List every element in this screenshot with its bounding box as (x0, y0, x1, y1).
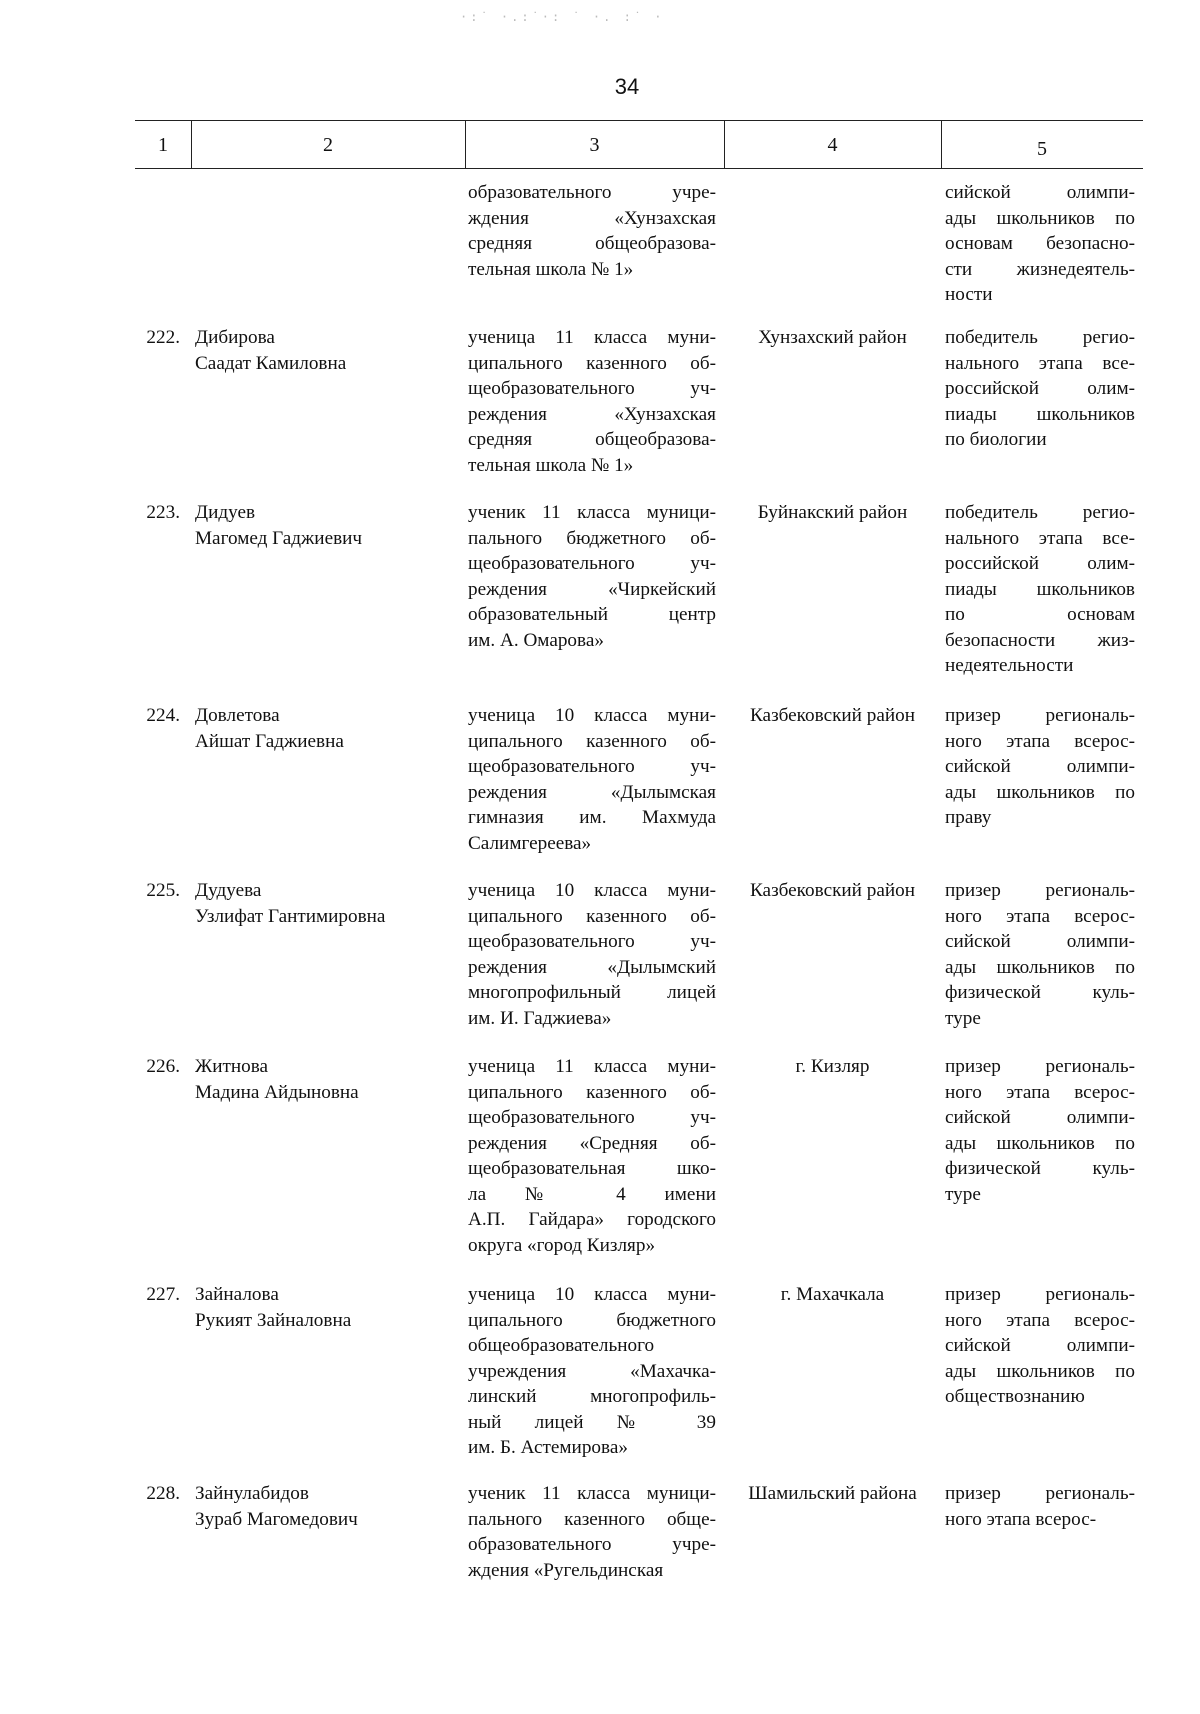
institution-line: учреждения «Махачка- (468, 1360, 716, 1382)
institution-line: средняя общеобразова- (468, 429, 716, 450)
award-line: ного этапа всерос- (945, 1508, 1097, 1530)
institution-line: ученица 11 класса муни- (468, 1056, 716, 1077)
award-line: туре (945, 1007, 981, 1029)
award-line: сти жизнедеятель- (945, 258, 1135, 280)
district: г. Кизляр (795, 1056, 870, 1077)
district: Казбековский район (750, 880, 915, 901)
award-description (945, 1054, 1135, 1207)
institution-description (468, 500, 716, 653)
institution-description (468, 1282, 716, 1461)
row-number: 228. (146, 1483, 180, 1504)
column-header-5: 5 (1037, 138, 1047, 160)
district: г. Махачкала (780, 1284, 885, 1305)
institution-line: ципального казенного об- (468, 1081, 716, 1103)
institution-line: ципального бюджетного (468, 1309, 716, 1331)
award-line: сийской олимпи- (945, 1335, 1135, 1356)
award-line: туре (945, 1183, 981, 1205)
district: Буйнакский район (757, 502, 908, 523)
institution-line: ный лицей № 39 (468, 1411, 716, 1433)
person-name-line: Зайнулабидов (195, 1483, 309, 1504)
award-line: пиады школьников (945, 578, 1135, 600)
district: Хунзахский район (758, 327, 907, 348)
page-number: 34 (614, 74, 640, 99)
award-line: ады школьников по (945, 1132, 1135, 1154)
institution-line: округа «город Кизляр» (468, 1234, 656, 1256)
institution-line: образовательный центр (468, 604, 716, 625)
institution-line: ла № 4 имени (468, 1183, 716, 1205)
award-line: призер региональ- (945, 1284, 1135, 1305)
award-line: нального этапа все- (945, 527, 1135, 549)
award-line: физической куль- (945, 1158, 1135, 1179)
award-line: ады школьников по (945, 207, 1135, 229)
institution-line: тельная школа № 1» (468, 258, 634, 280)
person-name-line: Айшат Гаджиевна (195, 730, 344, 752)
award-line: ного этапа всерос- (945, 730, 1135, 752)
award-line: ады школьников по (945, 1360, 1135, 1382)
award-description (945, 878, 1135, 1031)
institution-line: реждения «Дылымская (468, 781, 716, 803)
institution-description (468, 703, 716, 856)
institution-line: щеобразовательного уч- (468, 756, 716, 777)
person-name-line: Зайналова (195, 1284, 279, 1305)
institution-line: общеобразовательного (468, 1335, 655, 1356)
award-line: физической куль- (945, 982, 1135, 1003)
institution-line: ученица 10 класса муни- (468, 1284, 716, 1305)
row-number: 226. (146, 1056, 180, 1077)
award-line: призер региональ- (945, 705, 1135, 726)
institution-line: пального бюджетного об- (468, 527, 716, 549)
person-name-line: Мадина Айдыновна (195, 1081, 359, 1103)
award-description (945, 325, 1135, 453)
institution-line: реждения «Дылымский (468, 956, 716, 978)
institution-line: щеобразовательного уч- (468, 553, 716, 574)
scan-noise: ·:˙ ·.:˙·: ˙ ·. :˙ · (460, 10, 665, 24)
institution-line: ждения «Хунзахская (468, 207, 716, 229)
award-line: сийской олимпи- (945, 1107, 1135, 1128)
award-line: российской олим- (945, 378, 1135, 399)
institution-line: А.П. Гайдара» городского (468, 1209, 716, 1230)
row-number: 222. (146, 327, 180, 348)
district: Казбековский район (750, 705, 915, 726)
award-line: по биологии (945, 429, 1047, 450)
column-header-2: 2 (323, 134, 333, 156)
institution-line: ученица 10 класса муни- (468, 705, 716, 726)
person-name-line: Довлетова (195, 705, 280, 726)
institution-line: щеобразовательная шко- (468, 1158, 716, 1179)
award-line: ного этапа всерос- (945, 1081, 1135, 1103)
institution-line: многопрофильный лицей (468, 982, 716, 1003)
award-description (945, 1282, 1135, 1410)
person-name-line: Житнова (195, 1056, 269, 1077)
column-header-4: 4 (827, 134, 838, 156)
institution-description (468, 1054, 716, 1258)
person-name (195, 500, 455, 551)
award-line: праву (945, 807, 992, 828)
institution-description (468, 1481, 716, 1583)
award-line: сийской олимпи- (945, 182, 1135, 203)
institution-line: им. Б. Астемирова» (468, 1437, 628, 1458)
award-line: пиады школьников (945, 403, 1135, 425)
person-name-line: Дидуев (195, 502, 256, 523)
award-description (945, 703, 1135, 831)
institution-line: ученик 11 класса муници- (468, 1483, 716, 1504)
award-line: победитель регио- (945, 502, 1135, 523)
institution-line: образовательного учре- (468, 1534, 716, 1555)
award-line: недеятельности (945, 655, 1074, 676)
person-name-line: Дудуева (195, 880, 262, 901)
award-line: по основам (945, 604, 1135, 625)
award-description (945, 1481, 1135, 1532)
institution-line: щеобразовательного уч- (468, 1107, 716, 1128)
institution-line: ципального казенного об- (468, 730, 716, 752)
institution-line: ученик 11 класса муници- (468, 502, 716, 523)
person-name (195, 1481, 455, 1532)
table-header (135, 121, 1143, 169)
row-number: 227. (146, 1284, 180, 1305)
institution-line: ученица 10 класса муни- (468, 880, 716, 901)
person-name (195, 325, 455, 376)
award-line: нального этапа все- (945, 352, 1135, 374)
award-line: ады школьников по (945, 956, 1135, 978)
award-line: ности (945, 284, 993, 305)
institution-line: им. А. Омарова» (468, 629, 604, 651)
award-line: сийской олимпи- (945, 756, 1135, 777)
institution-line: Салимгереева» (468, 832, 592, 854)
person-name (195, 1282, 455, 1333)
institution-line: им. И. Гаджиева» (468, 1007, 612, 1029)
person-name (195, 1054, 455, 1105)
award-line: призер региональ- (945, 1483, 1135, 1504)
award-description (945, 500, 1135, 679)
person-name-line: Саадат Камиловна (195, 352, 347, 374)
institution-line: средняя общеобразова- (468, 233, 716, 254)
award-line: призер региональ- (945, 1056, 1135, 1077)
award-line: обществознанию (945, 1386, 1085, 1407)
person-name-line: Рукият Зайналовна (195, 1309, 352, 1331)
person-name-line: Магомед Гаджиевич (195, 527, 363, 549)
institution-line: щеобразовательного уч- (468, 931, 716, 952)
person-name-line: Дибирова (195, 327, 275, 348)
column-header-3: 3 (589, 134, 600, 156)
institution-line: ципального казенного об- (468, 905, 716, 927)
institution-line: гимназия им. Махмуда (468, 807, 716, 828)
institution-description (468, 878, 716, 1031)
person-name (195, 878, 455, 929)
row-number: 223. (146, 502, 180, 523)
district: Шамильский района (748, 1483, 917, 1504)
award-line: основам безопасно- (945, 233, 1135, 254)
institution-line: реждения «Чиркейский (468, 578, 716, 600)
institution-line: линский многопрофиль- (468, 1386, 716, 1407)
institution-line: тельная школа № 1» (468, 454, 634, 476)
institution-line: ципального казенного об- (468, 352, 716, 374)
institution-line: реждения «Средняя об- (468, 1132, 716, 1154)
row-number: 225. (146, 880, 180, 901)
institution-line: реждения «Хунзахская (468, 403, 716, 425)
institution-line: образовательного учре- (468, 182, 716, 203)
award-line: призер региональ- (945, 880, 1135, 901)
award-line: ного этапа всерос- (945, 905, 1135, 927)
institution-description (468, 325, 716, 478)
award-line: ады школьников по (945, 781, 1135, 803)
person-name-line: Узлифат Гантимировна (195, 905, 386, 927)
award-line: сийской олимпи- (945, 931, 1135, 952)
person-name-line: Зураб Магомедович (195, 1508, 358, 1530)
person-name (195, 703, 455, 754)
row-number: 224. (146, 705, 180, 726)
award-line: победитель регио- (945, 327, 1135, 348)
award-line: безопасности жиз- (945, 629, 1135, 651)
institution-line: ждения «Ругельдинская (468, 1559, 664, 1581)
institution-line: ученица 11 класса муни- (468, 327, 716, 348)
institution-description (468, 180, 716, 282)
institution-line: щеобразовательного уч- (468, 378, 716, 399)
institution-line: пального казенного обще- (468, 1508, 716, 1530)
award-line: российской олим- (945, 553, 1135, 574)
column-header-1: 1 (158, 134, 168, 156)
award-line: ного этапа всерос- (945, 1309, 1135, 1331)
award-description (945, 180, 1135, 308)
